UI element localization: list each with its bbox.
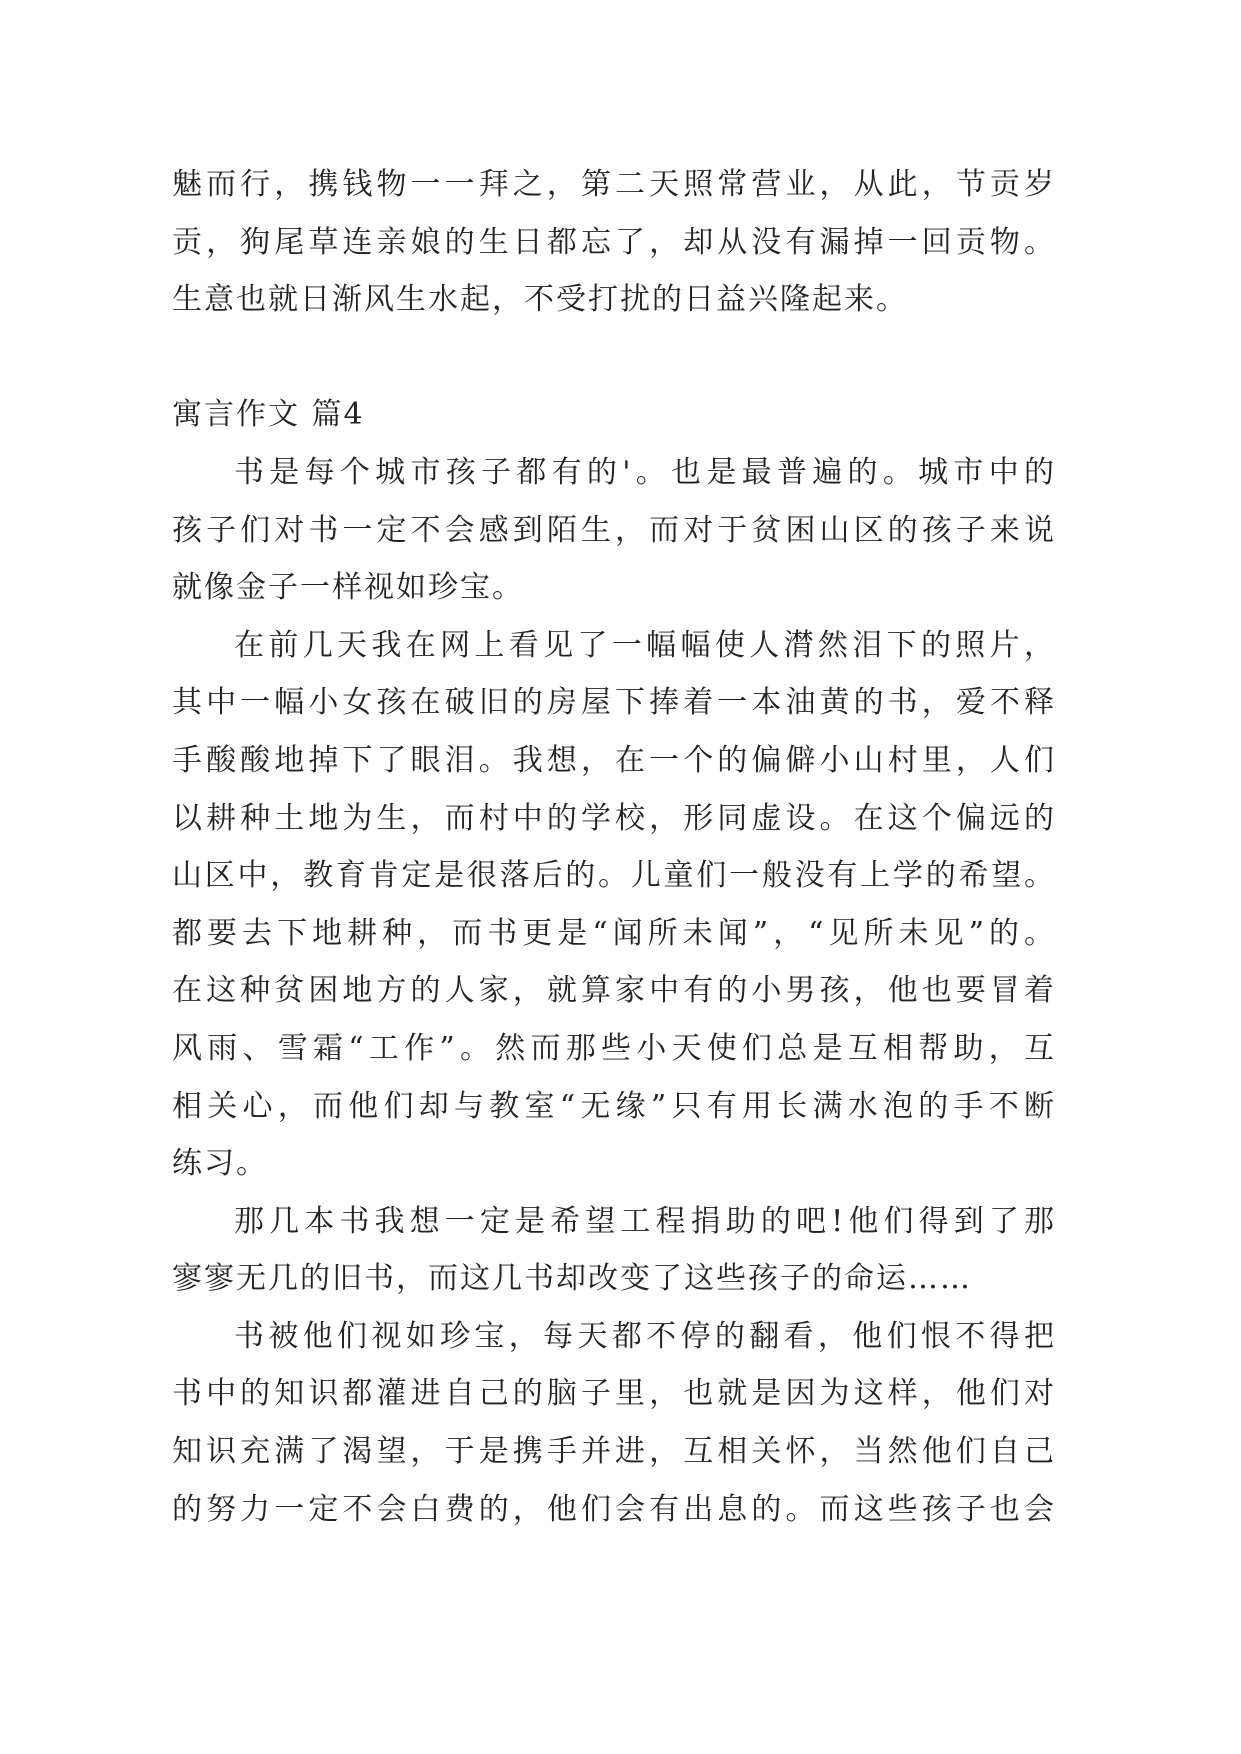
text-line: 书中的知识都灌进自己的脑子里，也就是因为这样，他们对	[172, 1376, 1056, 1412]
text-line: 其中一幅小女孩在破旧的房屋下捧着一本油黄的书，爱不释	[172, 685, 1056, 721]
text-line: 在前几天我在网上看见了一幅幅使人潸然泪下的照片，	[234, 627, 1056, 663]
text-line: 知识充满了渴望，于是携手并进，互相关怀，当然他们自己	[172, 1434, 1056, 1470]
text-line: 山区中，教育肯定是很落后的。儿童们一般没有上学的希望。	[172, 858, 1056, 894]
text-line: 的努力一定不会白费的，他们会有出息的。而这些孩子也会	[172, 1491, 1056, 1527]
essay-heading: 寓言作文 篇4	[172, 397, 365, 433]
text-line: 都要去下地耕种，而书更是“闻所未闻”，“见所未见”的。	[172, 915, 1056, 951]
paragraph	[172, 617, 1056, 1193]
text-line: 相关心，而他们却与教室“无缘”只有用长满水泡的手不断	[172, 1088, 1056, 1124]
text-line: 以耕种土地为生，而村中的学校，形同虚设。在这个偏远的	[172, 800, 1056, 836]
document-body	[172, 156, 1056, 1538]
blank-line	[172, 329, 1056, 387]
text-line: 在这种贫困地方的人家，就算家中有的小男孩，他也要冒着	[172, 973, 1056, 1009]
text-line: 书被他们视如珍宝，每天都不停的翻看，他们恨不得把	[234, 1318, 1056, 1354]
text-line: 魅而行，携钱物一一拜之，第二天照常营业，从此，节贡岁	[172, 167, 1056, 202]
paragraph	[172, 1193, 1056, 1308]
paragraph	[172, 156, 1056, 329]
text-line: 风雨、雪霜“工作”。然而那些小天使们总是互相帮助，互	[172, 1030, 1056, 1066]
paragraph	[172, 1308, 1056, 1538]
text-line: 生意也就日渐风生水起，不受打扰的日益兴隆起来。	[172, 282, 908, 318]
paragraph	[172, 444, 1056, 617]
text-line: 寥寥无几的旧书，而这几书却改变了这些孩子的命运……	[172, 1261, 972, 1297]
text-line: 那几本书我想一定是希望工程捐助的吧!他们得到了那	[234, 1203, 1056, 1239]
text-line: 练习。	[172, 1146, 268, 1182]
text-line: 书是每个城市孩子都有的'。也是最普遍的。城市中的	[234, 454, 1056, 490]
text-line: 就像金子一样视如珍宝。	[172, 570, 524, 606]
text-line: 手酸酸地掉下了眼泪。我想，在一个的偏僻小山村里，人们	[172, 742, 1056, 778]
text-line: 孩子们对书一定不会感到陌生，而对于贫困山区的孩子来说	[172, 512, 1056, 548]
text-line: 贡，狗尾草连亲娘的生日都忘了，却从没有漏掉一回贡物。	[172, 224, 1056, 260]
